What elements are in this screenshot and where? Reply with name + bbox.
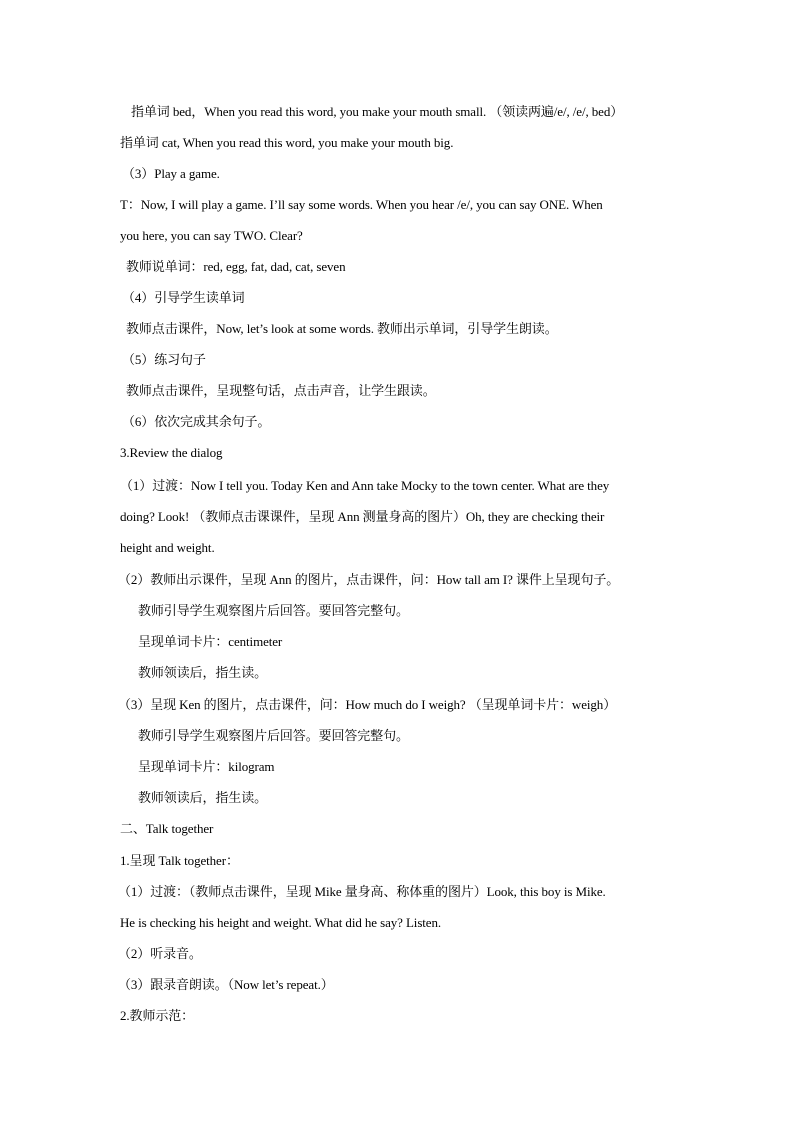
- text-line-17: 教师引导学生观察图片后回答。要回答完整句。: [138, 603, 409, 618]
- text-line-9: （5）练习句子: [122, 352, 206, 367]
- text-line-6: 教师说单词：red, egg, fat, dad, cat, seven: [126, 259, 346, 274]
- text-line-22: 呈现单词卡片：kilogram: [138, 759, 275, 774]
- text-line-2: 指单词 cat, When you read this word, you make your mouth big.: [120, 135, 454, 150]
- text-line-12: 3.Review the dialog: [120, 445, 223, 460]
- text-line-20: （3）呈现 Ken 的图片，点击课件，问：How much do I weigh? （呈现单词卡片：weigh）: [118, 697, 617, 712]
- text-line-21: 教师引导学生观察图片后回答。要回答完整句。: [138, 728, 409, 743]
- text-line-29: （3）跟录音朗读。（Now let’s repeat.）: [118, 977, 334, 992]
- text-line-8: 教师点击课件，Now, let’s look at some words. 教师出示单词，引导学生朗读。: [126, 321, 558, 336]
- text-line-10: 教师点击课件，呈现整句话，点击声音，让学生跟读。: [126, 383, 436, 398]
- text-line-7: （4）引导学生读单词: [122, 290, 245, 305]
- text-line-24: 二、Talk together: [120, 821, 214, 836]
- text-line-25: 1.呈现 Talk together：: [120, 853, 239, 868]
- text-line-26: （1）过渡：（教师点击课件，呈现 Mike 量身高、称体重的图片）Look, this boy is Mike.: [118, 884, 606, 899]
- text-line-18: 呈现单词卡片：centimeter: [138, 634, 283, 649]
- text-line-5: you here, you can say TWO. Clear?: [120, 228, 303, 243]
- text-line-30: 2.教师示范：: [120, 1008, 195, 1023]
- text-line-16: （2）教师出示课件，呈现 Ann 的图片，点击课件，问：How tall am I? 课件上呈现句子。: [118, 572, 620, 587]
- text-line-4: T：Now, I will play a game. I’ll say some words. When you hear /e/, you can say ONE. When: [120, 197, 603, 212]
- text-line-3: （3）Play a game.: [122, 166, 220, 181]
- text-line-23: 教师领读后，指生读。: [138, 790, 268, 805]
- text-line-14: doing? Look! （教师点击课课件，呈现 Ann 测量身高的图片）Oh, they are checking their: [120, 509, 605, 524]
- text-line-11: （6）依次完成其余句子。: [122, 414, 271, 429]
- text-line-28: （2）听录音。: [118, 946, 202, 961]
- text-line-1: 指单词 bed，When you read this word, you make your mouth small. （领读两遍/e/, /e/, bed）: [131, 104, 624, 119]
- text-line-27: He is checking his height and weight. What did he say? Listen.: [120, 915, 442, 930]
- text-line-19: 教师领读后，指生读。: [138, 665, 268, 680]
- text-line-13: （1）过渡：Now I tell you. Today Ken and Ann take Mocky to the town center. What are they: [120, 478, 610, 493]
- text-line-15: height and weight.: [120, 540, 215, 555]
